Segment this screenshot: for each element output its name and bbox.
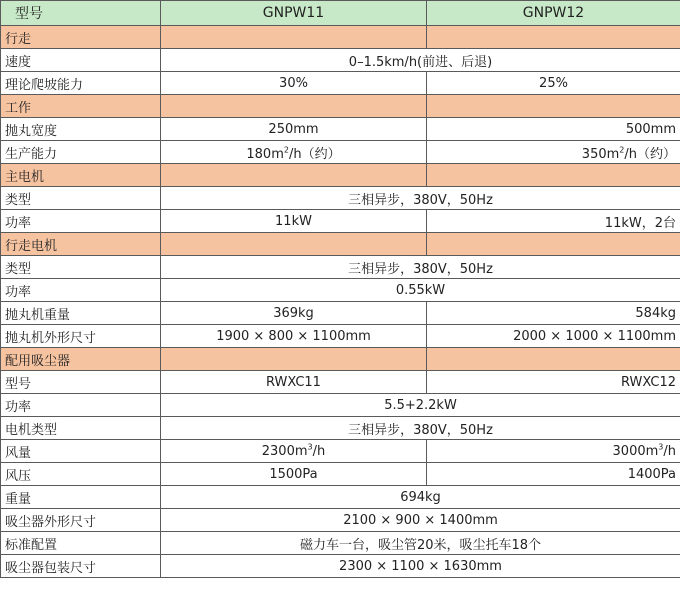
table-row: [1, 440, 680, 463]
row-label: 抛丸机重量: [1, 302, 161, 325]
table-row: [1, 187, 680, 210]
row-label: 抛丸机外形尺寸: [1, 325, 161, 348]
width-b: 500mm: [427, 118, 680, 141]
table-row: [1, 463, 680, 486]
main-power-b: 11kW，2台: [427, 210, 680, 233]
table-row: [1, 394, 680, 417]
width-a: 250mm: [161, 118, 427, 141]
row-label: 抛丸宽度: [1, 118, 161, 141]
row-label: 功率: [1, 279, 161, 302]
speed-value: 0–1.5km/h(前进、后退): [161, 49, 680, 72]
table-row: [1, 141, 680, 164]
capacity-b: $350m^2/h$（约）: [427, 141, 680, 164]
weight-b: 584kg: [427, 302, 680, 325]
row-label: 功率: [1, 394, 161, 417]
airflow-a: $2300m^3/h$: [161, 440, 427, 463]
section-travel-motor: 行走电机: [1, 233, 161, 256]
airflow-b: $3000m^3/h$: [427, 440, 680, 463]
table-row: [1, 256, 680, 279]
weight-a: 369kg: [161, 302, 427, 325]
row-label: 类型: [1, 256, 161, 279]
table-row: [1, 532, 680, 555]
table-row: [1, 486, 680, 509]
table-row: [1, 371, 680, 394]
section-row: [1, 26, 680, 49]
table-row: [1, 72, 680, 95]
header-label: 型号: [1, 1, 161, 26]
section-main-motor: 主电机: [1, 164, 161, 187]
row-label: 类型: [1, 187, 161, 210]
row-label: 理论爬坡能力: [1, 72, 161, 95]
pressure-a: 1500Pa: [161, 463, 427, 486]
section-travel: 行走: [1, 26, 161, 49]
row-label: 电机类型: [1, 417, 161, 440]
table-row: [1, 118, 680, 141]
row-label: 功率: [1, 210, 161, 233]
climb-a: 30%: [161, 72, 427, 95]
main-power-a: 11kW: [161, 210, 427, 233]
row-label: 标准配置: [1, 532, 161, 555]
table-row: [1, 417, 680, 440]
section-work: 工作: [1, 95, 161, 118]
table-row: [1, 49, 680, 72]
dust-weight: 694kg: [161, 486, 680, 509]
section-row: [1, 95, 680, 118]
table-row: [1, 302, 680, 325]
table-row: [1, 325, 680, 348]
main-motor-type: 三相异步，380V，50Hz: [161, 187, 680, 210]
row-label: 型号: [1, 371, 161, 394]
dust-power: 5.5+2.2kW: [161, 394, 680, 417]
row-label: 风压: [1, 463, 161, 486]
travel-motor-type: 三相异步，380V，50Hz: [161, 256, 680, 279]
header-row: [1, 1, 680, 26]
section-row: [1, 164, 680, 187]
row-label: 吸尘器包装尺寸: [1, 555, 161, 578]
row-label: 生产能力: [1, 141, 161, 164]
row-label: 重量: [1, 486, 161, 509]
dust-dims: 2100 × 900 × 1400mm: [161, 509, 680, 532]
row-label: 风量: [1, 440, 161, 463]
section-row: [1, 348, 680, 371]
dims-a: 1900 × 800 × 1100mm: [161, 325, 427, 348]
table-row: [1, 210, 680, 233]
table-row: [1, 509, 680, 532]
climb-b: 25%: [427, 72, 680, 95]
dust-model-a: RWXC11: [161, 371, 427, 394]
std-config: 磁力车一台，吸尘管20米，吸尘托车18个: [161, 532, 680, 555]
capacity-a: $180m^2/h$（约）: [161, 141, 427, 164]
pressure-b: 1400Pa: [427, 463, 680, 486]
row-label: 吸尘器外形尺寸: [1, 509, 161, 532]
header-model-b: GNPW12: [427, 1, 680, 26]
dims-b: 2000 × 1000 × 1100mm: [427, 325, 680, 348]
dust-motor-type: 三相异步，380V，50Hz: [161, 417, 680, 440]
section-dust: 配用吸尘器: [1, 348, 161, 371]
dust-model-b: RWXC12: [427, 371, 680, 394]
pack-dims: 2300 × 1100 × 1630mm: [161, 555, 680, 578]
row-label: 速度: [1, 49, 161, 72]
travel-motor-power: 0.55kW: [161, 279, 680, 302]
table-row: [1, 279, 680, 302]
header-model-a: GNPW11: [161, 1, 427, 26]
section-row: [1, 233, 680, 256]
table-row: [1, 555, 680, 578]
